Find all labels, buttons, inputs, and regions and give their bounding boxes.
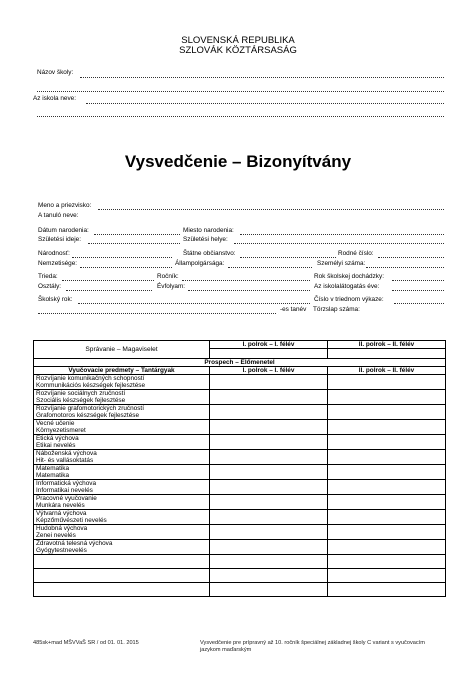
subject-half1-grade[interactable] — [210, 435, 328, 450]
subject-name-hu: Matematika — [36, 472, 70, 479]
subject-name-sk: Hudobná výchova — [36, 525, 88, 532]
register-number-hu-label: Törzslap száma: — [313, 306, 360, 313]
subject-name-cell — [34, 510, 210, 525]
dob-line[interactable] — [94, 234, 180, 235]
citizenship-hu-line[interactable] — [228, 267, 312, 268]
empty-subject-cell[interactable] — [34, 555, 210, 569]
nationality-line[interactable] — [72, 257, 172, 258]
grade-hu-label: Évfolyam: — [157, 283, 186, 290]
subject-half2-grade[interactable] — [328, 540, 446, 555]
header-line-2: SZLOVÁK KÖZTÁRSASÁG — [179, 45, 297, 56]
subject-name-cell — [34, 480, 210, 495]
subject-name-sk: Výtvarná výchova — [36, 510, 87, 517]
subject-name-sk: Pracovné vyučovanie — [36, 495, 97, 502]
subject-name-cell — [34, 450, 210, 465]
dob-hu-label: Születési ideje: — [38, 236, 81, 243]
table-row — [34, 583, 446, 597]
subject-half1-grade[interactable] — [210, 420, 328, 435]
subject-name-hu: Gyógytestnevelés — [36, 547, 87, 554]
subject-name-sk: Vecné učenie — [36, 420, 75, 427]
progress-header: Prospech – Előmenetel — [34, 359, 446, 367]
behavior-half2-header: II. polrok – II. félév — [328, 341, 446, 349]
empty-half2-cell[interactable] — [328, 555, 446, 569]
dob-hu-line[interactable] — [88, 243, 180, 244]
nationality-hu-label: Nemzetisége: — [38, 260, 78, 267]
subject-name-hu: Környezetismeret — [36, 427, 86, 434]
empty-half2-cell[interactable] — [328, 583, 446, 597]
id-number-hu-line[interactable] — [366, 267, 444, 268]
table-row — [34, 390, 446, 405]
subject-half1-grade[interactable] — [210, 510, 328, 525]
subject-half2-grade[interactable] — [328, 510, 446, 525]
subject-name-cell — [34, 540, 210, 555]
table-row — [34, 495, 446, 510]
table-row — [34, 525, 446, 540]
subject-half1-grade[interactable] — [210, 375, 328, 390]
table-row — [34, 480, 446, 495]
subject-name-cell — [34, 465, 210, 480]
empty-half2-cell[interactable] — [328, 569, 446, 583]
citizenship-hu-label: Állampolgársága: — [175, 260, 225, 267]
subject-name-cell — [34, 495, 210, 510]
subject-half1-grade[interactable] — [210, 405, 328, 420]
behavior-half1-cell[interactable] — [210, 349, 328, 359]
footer-description-1: Vysvedčenie pre prípravný až 10. ročník špeciálnej základnej školy C variant s vyučovacím — [200, 640, 425, 646]
grades-table — [33, 340, 446, 597]
subject-half1-grade[interactable] — [210, 450, 328, 465]
subject-name-hu: Etikai nevelés — [36, 442, 76, 449]
behavior-label: Správanie – Magaviselet — [34, 341, 210, 359]
grade-hu-line[interactable] — [188, 290, 310, 291]
subject-name-sk: Matematika — [36, 465, 70, 472]
table-row — [34, 435, 446, 450]
school-name-line[interactable] — [80, 77, 444, 78]
table-row — [34, 420, 446, 435]
subject-name-sk: Rozvíjanie komunikačných schopností — [36, 375, 145, 382]
table-row — [34, 465, 446, 480]
subject-name-sk: Informatická výchova — [36, 480, 97, 487]
document-title: Vysvedčenie – Bizonyítvány — [124, 152, 352, 171]
header-line-1: SLOVENSKÁ REPUBLIKA — [181, 35, 295, 46]
grade-line[interactable] — [182, 280, 310, 281]
table-row — [34, 540, 446, 555]
class-line[interactable] — [62, 280, 154, 281]
pob-hu-label: Születési helye: — [183, 236, 228, 243]
subject-half2-grade[interactable] — [328, 480, 446, 495]
subject-half2-grade[interactable] — [328, 495, 446, 510]
citizenship-label: Štátne občianstvo: — [183, 250, 236, 257]
class-hu-line[interactable] — [66, 290, 152, 291]
grade-label: Ročník: — [157, 273, 179, 280]
subject-name-sk: Zdravotná telesná výchova — [36, 540, 113, 547]
school-name-line-2[interactable] — [37, 91, 444, 92]
subject-half2-grade[interactable] — [328, 450, 446, 465]
empty-subject-cell[interactable] — [34, 583, 210, 597]
subject-half2-grade[interactable] — [328, 465, 446, 480]
subject-half1-grade[interactable] — [210, 525, 328, 540]
table-row — [34, 569, 446, 583]
empty-half1-cell[interactable] — [210, 583, 328, 597]
attendance-year-line[interactable] — [392, 280, 444, 281]
table-row — [34, 555, 446, 569]
footer-description-2: jazykom maďarským — [200, 647, 252, 653]
subject-name-hu: Informatikai nevelés — [36, 487, 93, 494]
behavior-half1-header: I. polrok – I. félév — [210, 341, 328, 349]
table-row — [34, 375, 446, 390]
attendance-year-label: Rok školskej dochádzky: — [314, 273, 384, 280]
school-year-hu-label: -es tanév — [280, 306, 307, 313]
subject-name-cell — [34, 375, 210, 390]
subject-half2-grade[interactable] — [328, 375, 446, 390]
birth-number-label: Rodné číslo: — [338, 250, 374, 257]
pob-hu-line[interactable] — [234, 243, 444, 244]
school-year-label: Školský rok: — [38, 296, 73, 303]
attendance-year-hu-line[interactable] — [392, 290, 444, 291]
footer-form-code: 485sk+mad MŠVVaŠ SR / od 01. 01. 2015 — [33, 640, 139, 646]
subject-half1-grade[interactable] — [210, 540, 328, 555]
subject-name-hu: Grafomotoros készségek fejlesztése — [36, 412, 140, 419]
subject-name-cell — [34, 390, 210, 405]
subject-half2-grade[interactable] — [328, 420, 446, 435]
birth-number-line[interactable] — [378, 257, 444, 258]
subject-name-sk: Náboženská výchova — [36, 450, 97, 457]
student-name-label: A tanuló neve: — [38, 212, 79, 219]
table-row — [34, 510, 446, 525]
pob-line[interactable] — [240, 234, 444, 235]
subject-half1-grade[interactable] — [210, 390, 328, 405]
citizenship-line[interactable] — [240, 257, 336, 258]
subject-half2-grade[interactable] — [328, 525, 446, 540]
school-name-hu-label: Az iskola neve: — [33, 95, 76, 102]
subject-name-cell — [34, 525, 210, 540]
name-label: Meno a priezvisko: — [38, 202, 92, 209]
subject-half2-grade[interactable] — [328, 435, 446, 450]
subject-half1-grade[interactable] — [210, 480, 328, 495]
register-number-label: Číslo v triednom výkaze: — [314, 296, 384, 303]
subject-name-hu: Kommunikációs készségek fejlesztése — [36, 382, 146, 389]
subject-half2-grade[interactable] — [328, 405, 446, 420]
school-year-hu-line[interactable] — [38, 313, 276, 314]
subject-name-cell — [34, 420, 210, 435]
subject-name-cell — [34, 405, 210, 420]
dob-label: Dátum narodenia: — [38, 227, 89, 234]
empty-half1-cell[interactable] — [210, 569, 328, 583]
subject-half1-grade[interactable] — [210, 495, 328, 510]
class-hu-label: Osztály: — [38, 283, 62, 290]
name-line[interactable] — [98, 209, 444, 210]
subject-name-hu: Hit- és vallásoktatás — [36, 457, 94, 464]
pob-label: Miesto narodenia: — [183, 227, 234, 234]
subject-half1-grade[interactable] — [210, 465, 328, 480]
nationality-hu-line[interactable] — [80, 267, 172, 268]
subjects-header: Vyučovacie predmety – Tantárgyak — [34, 367, 210, 375]
attendance-year-hu-label: Az iskolalátogatás éve: — [314, 283, 380, 290]
subject-half2-grade[interactable] — [328, 390, 446, 405]
school-name-label: Názov školy: — [37, 69, 74, 76]
class-label: Trieda: — [38, 273, 58, 280]
empty-subject-cell[interactable] — [34, 569, 210, 583]
subject-name-sk: Rozvíjanie sociálnych zručností — [36, 390, 126, 397]
school-name-hu-line[interactable] — [86, 103, 444, 104]
subject-name-cell — [34, 435, 210, 450]
empty-half1-cell[interactable] — [210, 555, 328, 569]
nationality-label: Národnosť: — [38, 250, 70, 257]
subject-name-hu: Zenei nevelés — [36, 532, 76, 539]
school-name-hu-line-2[interactable] — [37, 116, 444, 117]
id-number-hu-label: Személyi száma: — [317, 260, 366, 267]
register-number-line[interactable] — [394, 303, 444, 304]
subject-name-hu: Szociális készségek fejlesztése — [36, 397, 126, 404]
table-row — [34, 450, 446, 465]
subjects-half1-header: I. polrok – I. félév — [210, 367, 328, 375]
subject-name-hu: Képzőművészeti nevelés — [36, 517, 107, 524]
subject-name-hu: Munkára nevelés — [36, 502, 85, 509]
subject-name-sk: Etická výchova — [36, 435, 79, 442]
subject-name-sk: Rozvíjanie grafomotorických zručností — [36, 405, 144, 412]
table-row — [34, 405, 446, 420]
behavior-half2-cell[interactable] — [328, 349, 446, 359]
school-year-line[interactable] — [78, 303, 310, 304]
subjects-half2-header: II. polrok – II. félév — [328, 367, 446, 375]
